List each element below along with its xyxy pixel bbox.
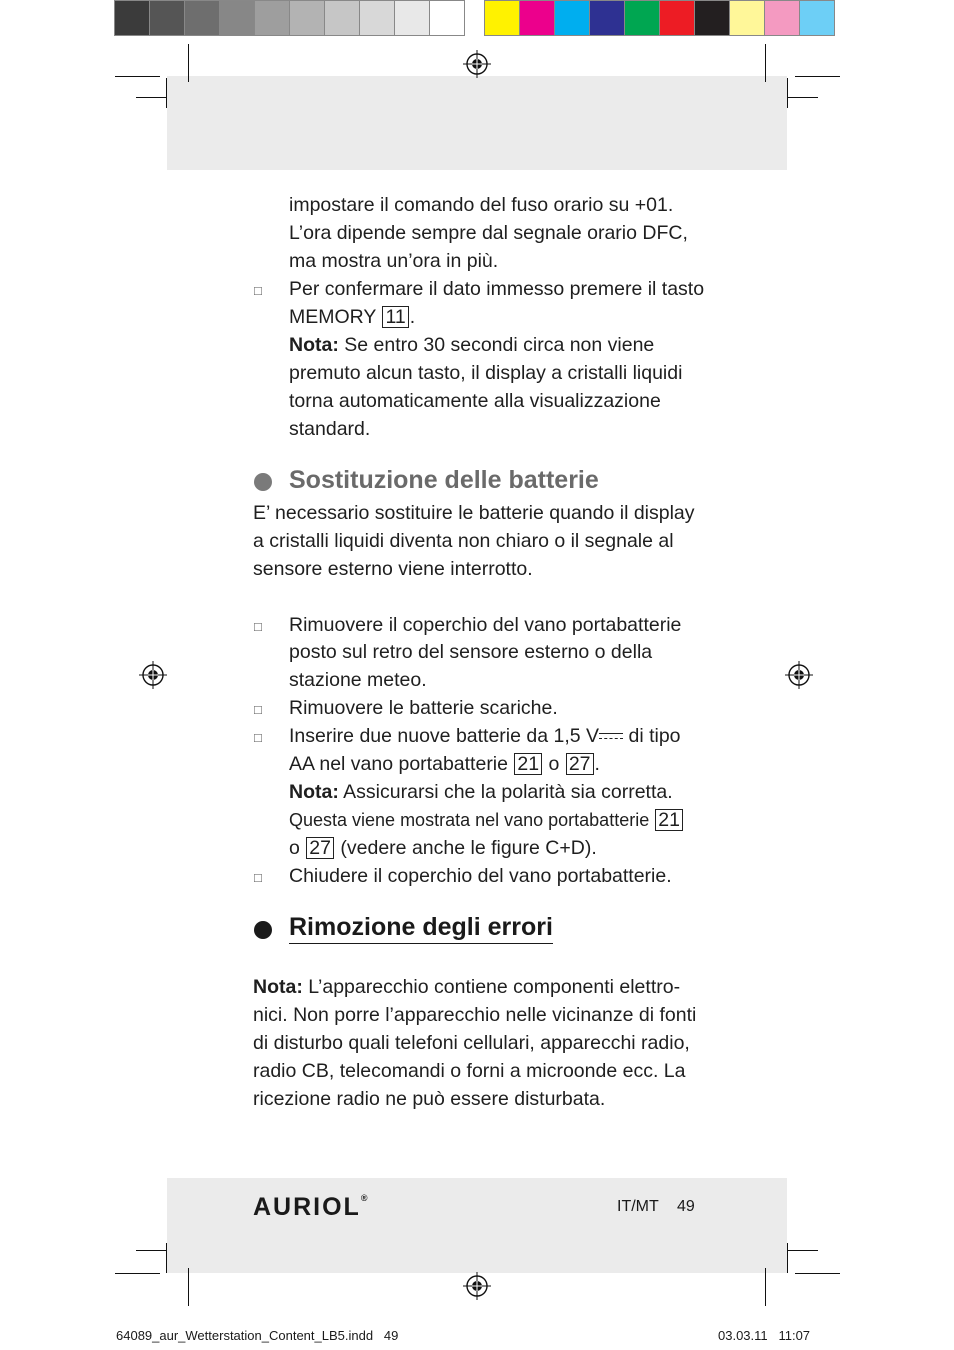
checkbox-bullet-icon: □ [254,702,262,717]
body-text: stazione meteo. [289,669,427,691]
gray-swatch [360,0,395,36]
date-slug: 03.03.11 11:07 [718,1328,811,1343]
page-number: 49 [677,1198,695,1215]
punctuation: . [594,753,600,775]
note-label: Nota: [289,781,339,803]
note-text: standard. [289,418,371,440]
section-title: Rimozione degli errori [289,913,553,944]
registration-mark-icon [785,661,813,689]
gray-swatch [395,0,430,36]
gray-color-bar [114,0,465,38]
brand-name: AURIOL [253,1193,361,1221]
color-swatch [660,0,695,36]
body-text: Chiudere il coperchio del vano portabatterie. [289,865,672,887]
color-swatch [765,0,800,36]
crop-mark [166,78,167,108]
color-swatch [800,0,835,36]
section-title: Sostituzione delle batterie [289,466,599,494]
crop-mark [115,1273,160,1274]
color-swatch [484,0,520,36]
note-text [253,973,680,1001]
body-text: impostare il comando del fuso orario su +01. [289,194,674,216]
body-text: Rimuovere le batterie scariche. [289,697,558,719]
checkbox-bullet-icon: □ [254,283,262,298]
color-swatch [625,0,660,36]
note-text: premuto alcun tasto, il display a cristalli liquidi [289,362,683,384]
reference-number: 11 [382,306,408,328]
crop-mark [788,1250,818,1251]
crop-mark [136,97,166,98]
note-text [289,331,654,359]
key-name: MEMORY [289,306,377,328]
color-swatch [555,0,590,36]
crop-mark [795,76,840,77]
color-swatch [695,0,730,36]
brand-logo [253,1193,369,1222]
crop-mark [788,97,818,98]
gray-swatch [255,0,290,36]
body-text: a cristalli liquidi diventa non chiaro o il segnale al [253,530,674,552]
color-swatch [730,0,765,36]
checkbox-bullet-icon: □ [254,730,262,745]
color-swatch [520,0,555,36]
registration-mark-icon [463,1272,491,1300]
color-swatch [590,0,625,36]
gray-swatch [430,0,465,36]
crop-mark [136,1250,166,1251]
crop-mark [787,78,788,108]
crop-mark [166,1243,167,1273]
crop-mark [188,44,189,82]
reference-number: 21 [514,753,542,775]
page-locale: IT/MT [617,1198,659,1215]
section-bullet-icon [254,921,272,939]
step-text: Inserire due nuove batterie da 1,5 V [289,725,600,747]
note-body: (vedere anche le figure C+D). [340,837,597,859]
header-band [167,76,787,170]
body-text: Rimuovere il coperchio del vano portabatterie [289,614,682,636]
note-body: L’apparecchio contiene componenti elettro- [308,976,681,998]
gray-swatch [290,0,325,36]
registration-mark-icon [139,661,167,689]
note-label: Nota: [289,334,339,356]
crop-mark [115,76,160,77]
body-text: radio CB, telecomandi o forni a microonde ecc. La [253,1060,686,1082]
dc-voltage-icon [599,732,623,742]
body-text [289,303,415,331]
body-text: Per confermare il dato immesso premere il tasto [289,278,705,300]
step-text: o [548,753,560,775]
crop-mark [188,1268,189,1306]
punctuation: . [409,306,416,328]
note-body: Questa viene mostrata nel vano portabatterie [289,810,650,830]
gray-swatch [150,0,185,36]
body-text: E’ necessario sostituire le batterie quando il display [253,502,695,524]
checkbox-bullet-icon: □ [254,870,262,885]
gray-swatch [114,0,150,36]
reference-number: 27 [566,753,594,775]
note-body: o [289,837,300,859]
note-label: Nota: [253,976,303,998]
body-text: L’ora dipende sempre dal segnale orario DFC, [289,222,688,244]
reference-number: 21 [655,809,683,831]
crop-mark [787,1243,788,1273]
body-text: ricezione radio ne può essere disturbata. [253,1088,606,1110]
section-bullet-icon [254,473,272,491]
body-text: di disturbo quali telefoni cellulari, apparecchi radio, [253,1032,690,1054]
note-body: Se entro 30 secondi circa non viene [344,334,655,356]
note-text [289,806,684,834]
step-text: di tipo [628,725,681,747]
gray-swatch [325,0,360,36]
registration-mark-icon [463,50,491,78]
crop-mark [765,44,766,82]
reference-number: 27 [306,837,334,859]
body-text: nici. Non porre l’apparecchio nelle vicinanze di fonti [253,1004,697,1026]
body-text: posto sul retro del sensore esterno o della [289,641,653,663]
body-text [289,750,600,778]
process-color-bar [484,0,835,38]
gray-swatch [220,0,255,36]
crop-mark [765,1268,766,1306]
note-text [289,834,597,862]
body-text [289,722,681,750]
checkbox-bullet-icon: □ [254,619,262,634]
crop-mark [795,1273,840,1274]
registered-icon: ® [360,1193,370,1203]
step-text: AA nel vano portabatterie [289,753,508,775]
gray-swatch [185,0,220,36]
note-body: Assicurarsi che la polarità sia corretta. [343,781,673,803]
file-slug: 64089_aur_Wetterstation_Content_LB5.indd 49 [116,1328,399,1343]
note-text [289,778,673,806]
note-text: torna automaticamente alla visualizzazione [289,390,661,412]
body-text: ma mostra un’ora in più. [289,250,499,272]
body-text: sensore esterno viene interrotto. [253,558,533,580]
